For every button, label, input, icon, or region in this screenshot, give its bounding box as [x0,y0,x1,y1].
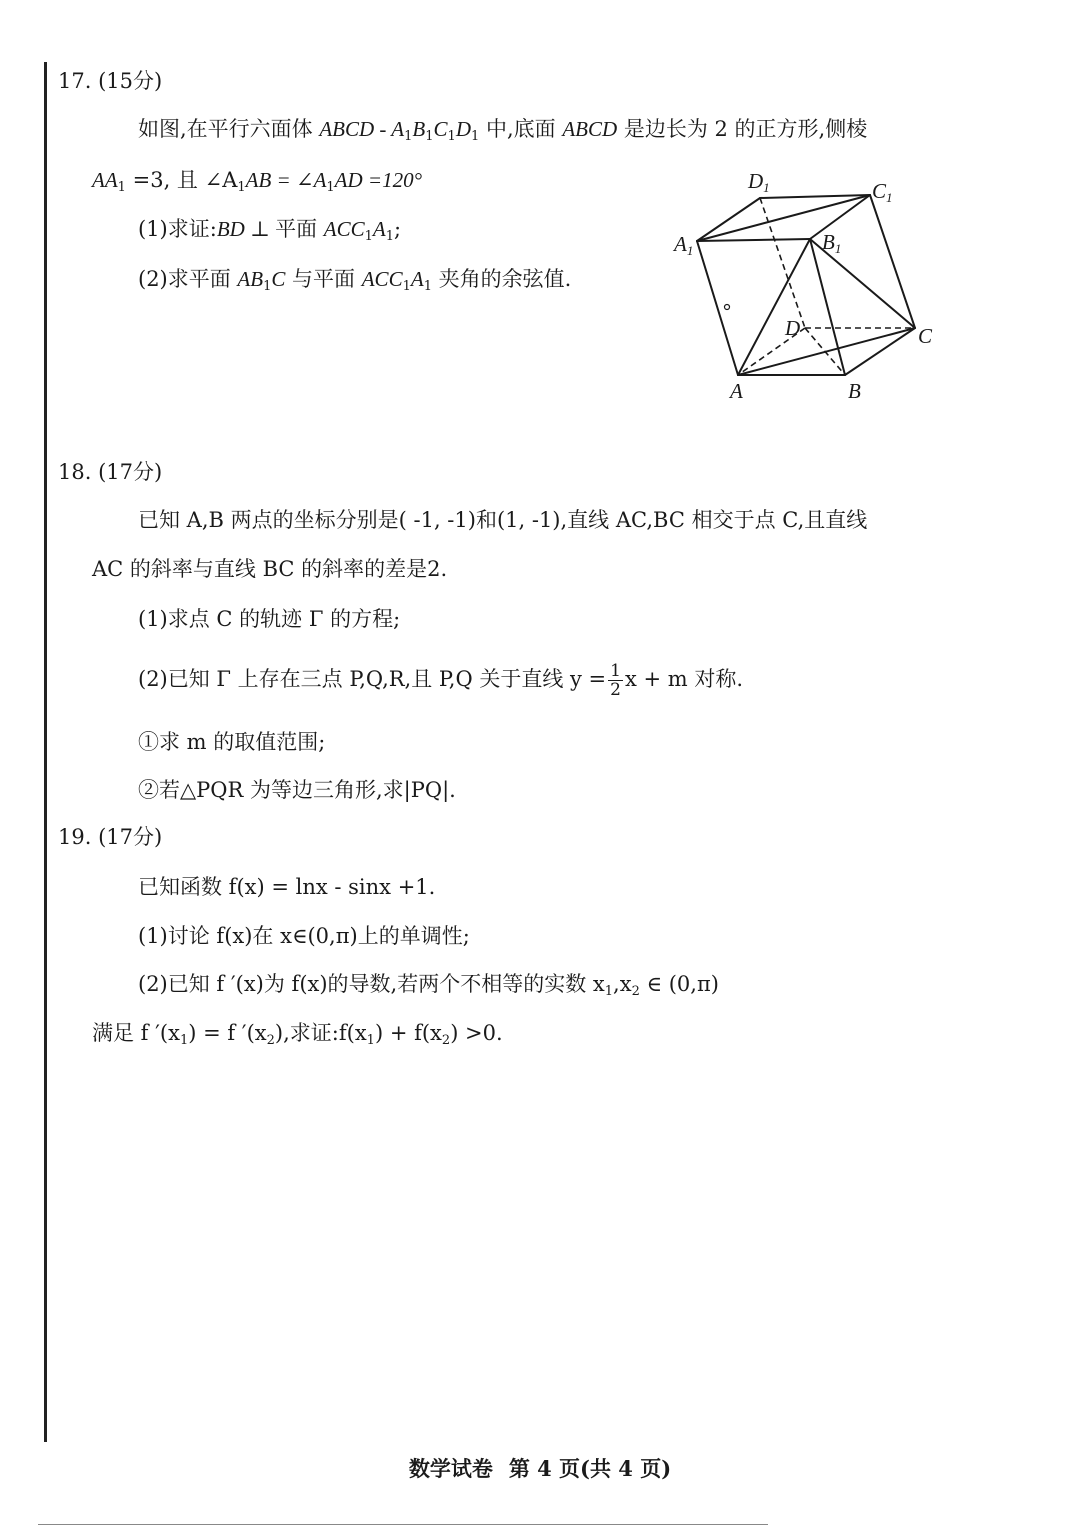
fraction-one-half: $\frac{1}{2}$ [610,661,621,700]
footer-page-number: 第 4 页(共 4 页) [508,1456,672,1481]
footer-subject: 数学试卷 [408,1456,493,1481]
label-a: A [730,379,743,403]
label-b1: B1 [822,230,842,256]
q19-part2-continued: 满足 f $'(x_1) = f$ $'(x_2)$,求证$:f(x_1) + f(x_2) >0$. [92,1021,503,1048]
edge-b1-a1 [697,239,810,241]
q17-heading: 17. (15分) [58,69,163,93]
q18-subpart1: ①求 m 的取值范围; [138,730,326,754]
line-a-c [738,328,915,375]
q18-subpart2: ②若△PQR 为等边三角形,求|PQ|. [138,778,456,802]
center-point-marker [725,305,730,310]
q17-part2: (2)求平面 $AB_1C$ 与平面 $ACC_1A_1$ 夹角的余弦值. [138,267,572,294]
q18-heading: 18. (17分) [58,460,163,484]
q19-part1: (1)讨论 f(x)在 x∈(0,π)上的单调性; [138,924,470,948]
binding-margin-line [44,62,47,1442]
edge-a1-d1 [697,198,760,241]
edge-c1-b1 [810,195,870,239]
label-d1: D1 [748,169,770,195]
parallelepiped-figure [660,160,960,410]
edge-d1-c1 [760,195,870,198]
q17-statement-line2: $AA_1 =3$, 且 $\angle A_1AB$ = $\angle A_1AD =120^\circ$ [92,168,422,195]
q17-part1: (1)求证:BD ⊥ 平面 $ACC_1A_1$; [138,217,402,244]
q19-part2: (2)已知 f ′(x)为 f(x)的导数,若两个不相等的实数 $x_1,x_2$ ∈ (0,π) [138,972,719,999]
page-footer [0,1453,1080,1483]
line-a-b1 [738,239,810,375]
edge-b-c [845,328,915,375]
label-c: C [918,324,933,348]
q19-statement: 已知函数 f(x) = lnx - sinx +1. [138,875,436,899]
q18-part1: (1)求点 C 的轨迹 Γ 的方程; [138,607,401,631]
bottom-rule [38,1524,768,1525]
q17-statement-line1: 如图,在平行六面体 ABCD - $A_1B_1C_1D_1$ 中,底面 ABCD 是边长为 2 的正方形,侧棱 [138,117,868,144]
label-a1: A1 [674,232,694,258]
label-b: B [848,379,861,403]
q18-statement-line2: AC 的斜率与直线 BC 的斜率的差是2. [92,557,448,581]
diag-a1-c1 [697,195,870,241]
q19-heading: 19. (17分) [58,825,163,849]
label-c1: C1 [872,179,893,205]
q18-statement-line1: 已知 A,B 两点的坐标分别是( -1, -1)和(1, -1),直线 AC,BC 相交于点 C,且直线 [138,508,868,532]
q18-part2: (2)已知 Γ 上存在三点 P,Q,R,且 P,Q 关于直线 y = $\frac{1}{2}$ x + m 对称. [138,661,744,700]
label-d: D [785,316,801,340]
edge-a1-a [697,241,738,375]
